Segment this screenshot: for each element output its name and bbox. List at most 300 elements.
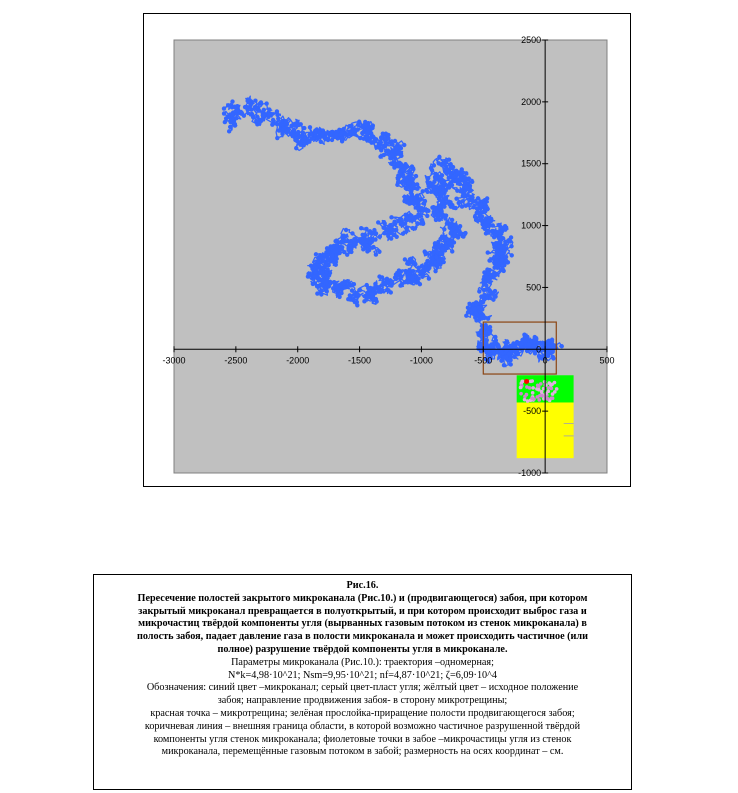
- microchannel-point: [350, 283, 354, 287]
- microchannel-point: [283, 119, 287, 123]
- microchannel-point: [270, 122, 274, 126]
- microchannel-point: [434, 255, 438, 259]
- microchannel-point: [390, 149, 394, 153]
- microchannel-point: [359, 226, 363, 230]
- microchannel-point: [358, 288, 362, 292]
- microchannel-point: [368, 241, 372, 245]
- microchannel-point: [383, 282, 387, 286]
- microcrack-point: [524, 379, 529, 384]
- microchannel-point: [226, 103, 230, 107]
- coal-particle: [519, 386, 523, 390]
- microchannel-point: [425, 214, 429, 218]
- coal-particle: [553, 381, 557, 385]
- microchannel-point: [504, 348, 508, 352]
- x-tick-label: -500: [474, 355, 493, 366]
- microchannel-point: [492, 294, 496, 298]
- microchannel-point: [393, 157, 397, 161]
- microchannel-point: [441, 234, 445, 238]
- microchannel-point: [418, 282, 422, 286]
- coal-particle: [537, 398, 541, 402]
- microchannel-point: [334, 133, 338, 137]
- microchannel-point: [368, 137, 372, 141]
- microchannel-point: [400, 223, 404, 227]
- microchannel-point: [401, 231, 405, 235]
- microchannel-point: [379, 136, 383, 140]
- microchannel-point: [485, 196, 489, 200]
- caption-params-formula: N*k=4,98·10^21; Nsm=9,95·10^21; nf=4,87·10^21; ζ=6,09·10^4: [227, 669, 498, 681]
- microchannel-point: [318, 270, 322, 274]
- microchannel-point: [405, 225, 409, 229]
- microchannel-point: [407, 268, 411, 272]
- microchannel-point: [228, 125, 232, 129]
- y-tick-label: 2000: [521, 96, 542, 107]
- microchannel-point: [449, 162, 453, 166]
- microchannel-point: [355, 300, 359, 304]
- microchannel-point: [393, 139, 397, 143]
- microchannel-point: [448, 223, 452, 227]
- microchannel-point: [408, 217, 412, 221]
- microchannel-point: [461, 199, 465, 203]
- microchannel-point: [332, 259, 336, 263]
- microchannel-point: [410, 226, 414, 230]
- microchannel-point: [340, 239, 344, 243]
- microchannel-point: [246, 97, 250, 101]
- y-tick-label: 500: [526, 282, 542, 293]
- microchannel-point: [271, 118, 275, 122]
- caption-bold-line: полость забоя, падает давление газа в полости микроканала и может происходить частичное (или: [136, 631, 589, 643]
- microchannel-point: [462, 193, 466, 197]
- microchannel-point: [437, 155, 441, 159]
- microchannel-point: [390, 142, 394, 146]
- microchannel-point: [374, 252, 378, 256]
- microchannel-point: [551, 355, 555, 359]
- microchannel-point: [369, 131, 373, 135]
- microchannel-point: [482, 201, 486, 205]
- microchannel-point: [467, 176, 471, 180]
- coal-particle: [536, 395, 540, 399]
- microchannel-point: [420, 206, 424, 210]
- microchannel-point: [478, 307, 482, 311]
- microchannel-point: [447, 158, 451, 162]
- microchannel-point: [314, 252, 318, 256]
- microchannel-point: [398, 283, 402, 287]
- microchannel-point: [547, 340, 551, 344]
- microchannel-point: [440, 173, 444, 177]
- microchannel-point: [343, 281, 347, 285]
- microchannel-point: [415, 186, 419, 190]
- microchannel-point: [414, 215, 418, 219]
- microchannel-point: [307, 139, 311, 143]
- microchannel-point: [316, 256, 320, 260]
- microchannel-point: [442, 204, 446, 208]
- microchannel-point: [378, 234, 382, 238]
- figure-caption: [93, 574, 632, 790]
- microchannel-point: [395, 146, 399, 150]
- microchannel-point: [382, 220, 386, 224]
- microchannel-point: [372, 228, 376, 232]
- microchannel-point: [325, 276, 329, 280]
- microchannel-point: [430, 182, 434, 186]
- microchannel-point: [487, 279, 491, 283]
- microchannel-point: [262, 108, 266, 112]
- microchannel-point: [458, 224, 462, 228]
- y-tick-label: 1000: [521, 220, 542, 231]
- coal-particle: [532, 397, 536, 401]
- microchannel-point: [342, 250, 346, 254]
- microchannel-point: [338, 247, 342, 251]
- microchannel-point: [416, 277, 420, 281]
- microchannel-point: [426, 176, 430, 180]
- microchannel-point: [330, 253, 334, 257]
- caption-params-line: Параметры микроканала (Рис.10.): траектория –одномерная;: [231, 656, 494, 668]
- caption-legend-line: забоя; направление продвижения забоя- в сторону микротрещины;: [217, 695, 508, 707]
- microchannel-point: [423, 251, 427, 255]
- coal-particle: [543, 380, 547, 384]
- microchannel-point: [464, 171, 468, 175]
- microchannel-point: [377, 274, 381, 278]
- microchannel-point: [487, 330, 491, 334]
- microchannel-point: [234, 116, 238, 120]
- coal-particle: [539, 382, 543, 386]
- microchannel-point: [509, 244, 513, 248]
- microchannel-point: [386, 288, 390, 292]
- microchannel-point: [499, 350, 503, 354]
- x-tick-label: -1500: [348, 355, 372, 366]
- x-tick-label: -3000: [162, 355, 186, 366]
- microchannel-point: [480, 316, 484, 320]
- microchannel-point: [384, 131, 388, 135]
- microchannel-point: [487, 219, 491, 223]
- microchannel-point: [456, 170, 460, 174]
- microchannel-point: [361, 239, 365, 243]
- microchannel-point: [454, 196, 458, 200]
- microchannel-point: [467, 302, 471, 306]
- caption-title: Рис.16.: [346, 580, 379, 591]
- coal-particle: [540, 394, 544, 398]
- microchannel-point: [366, 286, 370, 290]
- microchannel-point: [371, 297, 375, 301]
- microchannel-point: [275, 136, 279, 140]
- microchannel-point: [224, 116, 228, 120]
- coal-particle: [519, 392, 523, 396]
- microchannel-point: [458, 189, 462, 193]
- microchannel-point: [302, 126, 306, 130]
- microchannel-point: [452, 234, 456, 238]
- microchannel-point: [350, 231, 354, 235]
- microchannel-point: [277, 128, 281, 132]
- microchannel-point: [414, 174, 418, 178]
- microchannel-point: [433, 191, 437, 195]
- coal-particle: [550, 387, 554, 391]
- microchannel-point: [379, 140, 383, 144]
- microchannel-point: [264, 101, 268, 105]
- microchannel-point: [308, 125, 312, 129]
- microchannel-point: [390, 280, 394, 284]
- microchannel-point: [388, 227, 392, 231]
- coal-particle: [525, 385, 529, 389]
- microchannel-point: [510, 253, 514, 257]
- y-tick-label: 1500: [521, 158, 542, 169]
- microchannel-point: [496, 263, 500, 267]
- microchannel-point: [377, 285, 381, 289]
- caption-legend-line: красная точка – микротрещина; зелёная прослойка-приращение полости продвигающегося забоя;: [150, 707, 575, 719]
- microchannel-point: [474, 318, 478, 322]
- microchannel-point: [415, 221, 419, 225]
- microchannel-point: [457, 229, 461, 233]
- microchannel-point: [230, 112, 234, 116]
- microchannel-point: [400, 168, 404, 172]
- microchannel-point: [360, 124, 364, 128]
- microchannel-point: [370, 292, 374, 296]
- microchannel-point: [395, 183, 399, 187]
- microchannel-point: [438, 204, 442, 208]
- microchannel-point: [506, 260, 510, 264]
- microchannel-point: [488, 289, 492, 293]
- microchannel-point: [495, 248, 499, 252]
- x-tick-label: 500: [599, 355, 615, 366]
- microchannel-point: [493, 335, 497, 339]
- microchannel-point: [453, 223, 457, 227]
- microchannel-point: [480, 214, 484, 218]
- microchannel-point: [502, 363, 506, 367]
- microchannel-point: [355, 127, 359, 131]
- microchannel-point: [464, 185, 468, 189]
- microchannel-point: [257, 121, 261, 125]
- caption-legend-line: компоненты угля стенок микроканала; фиолетовые точки в забое –микрочастицы угля из стенок: [153, 733, 572, 745]
- microchannel-point: [311, 282, 315, 286]
- microchannel-point: [313, 274, 317, 278]
- microchannel-point: [230, 118, 234, 122]
- microchannel-point: [395, 162, 399, 166]
- coal-particle: [531, 386, 535, 390]
- microchannel-point: [324, 280, 328, 284]
- microchannel-point: [508, 357, 512, 361]
- microchannel-point: [433, 241, 437, 245]
- microchannel-point: [424, 208, 428, 212]
- microchannel-point: [376, 220, 380, 224]
- coal-particle: [545, 397, 549, 401]
- microchannel-point: [491, 223, 495, 227]
- microchannel-point: [255, 115, 259, 119]
- microchannel-point: [439, 179, 443, 183]
- microchannel-point: [350, 288, 354, 292]
- caption-legend-line: микроканала, перемещённые газовым потоком в забой; размерность на осях координат – см.: [161, 746, 564, 758]
- microchannel-point: [475, 218, 479, 222]
- microchannel-point: [410, 275, 414, 279]
- microchannel-point: [371, 140, 375, 144]
- microchannel-point: [374, 137, 378, 141]
- microchannel-point: [474, 301, 478, 305]
- coal-particle: [521, 379, 525, 383]
- microchannel-point: [357, 120, 361, 124]
- microchannel-point: [386, 234, 390, 238]
- microchannel-point: [439, 213, 443, 217]
- microchannel-point: [492, 352, 496, 356]
- microchannel-point: [441, 187, 445, 191]
- microchannel-point: [424, 188, 428, 192]
- microchannel-point: [504, 240, 508, 244]
- microchannel-point: [495, 272, 499, 276]
- microchannel-point: [440, 162, 444, 166]
- microchannel-point: [389, 215, 393, 219]
- chart: [143, 13, 631, 487]
- microchannel-point: [430, 205, 434, 209]
- microchannel-point: [267, 112, 271, 116]
- microchannel-point: [294, 146, 298, 150]
- microchannel-point: [458, 176, 462, 180]
- microchannel-point: [500, 258, 504, 262]
- microchannel-point: [549, 350, 553, 354]
- microchannel-point: [509, 362, 513, 366]
- microchannel-point: [437, 259, 441, 263]
- microchannel-point: [325, 267, 329, 271]
- microchannel-point: [386, 136, 390, 140]
- microchannel-point: [222, 111, 226, 115]
- microchannel-point: [402, 199, 406, 203]
- microchannel-point: [295, 139, 299, 143]
- microchannel-point: [432, 212, 436, 216]
- x-tick-label: -1000: [409, 355, 433, 366]
- coal-particle: [523, 395, 527, 399]
- microchannel-point: [364, 297, 368, 301]
- microchannel-point: [482, 293, 486, 297]
- microchannel-point: [355, 292, 359, 296]
- caption-bold-line: Пересечение полостей закрытого микроканала (Рис.10.) и (продвигающегося) забоя, при котором: [137, 592, 588, 604]
- microchannel-point: [315, 284, 319, 288]
- microchannel-point: [413, 197, 417, 201]
- microchannel-point: [388, 156, 392, 160]
- microchannel-point: [405, 261, 409, 265]
- microchannel-point: [443, 196, 447, 200]
- microchannel-point: [503, 225, 507, 229]
- microchannel-point: [251, 115, 255, 119]
- microchannel-point: [361, 247, 365, 251]
- microchannel-point: [360, 233, 364, 237]
- microchannel-point: [352, 132, 356, 136]
- microchannel-point: [460, 204, 464, 208]
- microchannel-point: [451, 174, 455, 178]
- microchannel-point: [306, 272, 310, 276]
- microchannel-point: [230, 99, 234, 103]
- coal-particle: [551, 392, 555, 396]
- microchannel-point: [438, 251, 442, 255]
- microchannel-point: [422, 201, 426, 205]
- microchannel-point: [366, 121, 370, 125]
- microchannel-point: [289, 132, 293, 136]
- microchannel-point: [474, 311, 478, 315]
- microchannel-point: [370, 126, 374, 130]
- microchannel-point: [402, 143, 406, 147]
- microchannel-point: [394, 228, 398, 232]
- microchannel-point: [441, 247, 445, 251]
- microchannel-point: [336, 293, 340, 297]
- microchannel-point: [382, 231, 386, 235]
- microchannel-point: [485, 267, 489, 271]
- microchannel-point: [427, 276, 431, 280]
- microchannel-point: [297, 135, 301, 139]
- microchannel-point: [503, 246, 507, 250]
- microchannel-point: [235, 104, 239, 108]
- microchannel-point: [378, 146, 382, 150]
- microchannel-point: [494, 230, 498, 234]
- microchannel-point: [500, 266, 504, 270]
- microchannel-point: [293, 124, 297, 128]
- microchannel-point: [508, 239, 512, 243]
- microchannel-point: [444, 171, 448, 175]
- microchannel-point: [403, 213, 407, 217]
- microchannel-point: [504, 340, 508, 344]
- microchannel-point: [450, 218, 454, 222]
- coal-particle: [550, 396, 554, 400]
- microchannel-point: [445, 237, 449, 241]
- caption-bold-line: полное) разрушение твёрдой компоненты угля в микроканале.: [217, 643, 508, 655]
- microchannel-point: [487, 271, 491, 275]
- microchannel-point: [433, 172, 437, 176]
- microchannel-point: [466, 202, 470, 206]
- microchannel-point: [351, 127, 355, 131]
- microchannel-point: [394, 235, 398, 239]
- microchannel-point: [504, 255, 508, 259]
- microchannel-point: [324, 131, 328, 135]
- microchannel-point: [522, 332, 526, 336]
- microchannel-point: [365, 249, 369, 253]
- microchannel-point: [470, 180, 474, 184]
- microchannel-point: [481, 210, 485, 214]
- microchannel-point: [262, 113, 266, 117]
- microchannel-point: [315, 291, 319, 295]
- microchannel-point: [339, 291, 343, 295]
- microchannel-point: [364, 227, 368, 231]
- microchannel-point: [328, 281, 332, 285]
- microchannel-point: [434, 218, 438, 222]
- microchannel-point: [340, 136, 344, 140]
- microchannel-point: [343, 234, 347, 238]
- microchannel-point: [499, 225, 503, 229]
- microchannel-point: [334, 284, 338, 288]
- microchannel-point: [253, 99, 257, 103]
- microchannel-point: [450, 249, 454, 253]
- microchannel-point: [242, 113, 246, 117]
- microchannel-point: [442, 227, 446, 231]
- microchannel-point: [409, 257, 413, 261]
- y-tick-label: -1000: [518, 468, 542, 478]
- y-tick-label: -500: [523, 406, 542, 417]
- coal-particle: [530, 379, 534, 383]
- microchannel-point: [399, 275, 403, 279]
- caption-legend-line: коричневая линия – внешняя граница области, в которой возможно частичное разрушенной твёрдой: [144, 720, 581, 732]
- microchannel-point: [492, 235, 496, 239]
- microchannel-point: [285, 128, 289, 132]
- microchannel-point: [456, 181, 460, 185]
- microchannel-point: [385, 277, 389, 281]
- microchannel-point: [365, 130, 369, 134]
- microchannel-point: [348, 293, 352, 297]
- microchannel-point: [382, 144, 386, 148]
- microchannel-point: [259, 100, 263, 104]
- microchannel-point: [494, 258, 498, 262]
- microchannel-point: [433, 269, 437, 273]
- microchannel-point: [509, 235, 513, 239]
- y-tick-label: 2500: [521, 35, 542, 45]
- microchannel-point: [461, 234, 465, 238]
- coal-particle: [537, 388, 541, 392]
- microchannel-point: [333, 239, 337, 243]
- microchannel-point: [466, 306, 470, 310]
- microchannel-point: [440, 257, 444, 261]
- microchannel-point: [487, 258, 491, 262]
- coal-particle: [531, 391, 535, 395]
- microchannel-point: [347, 130, 351, 134]
